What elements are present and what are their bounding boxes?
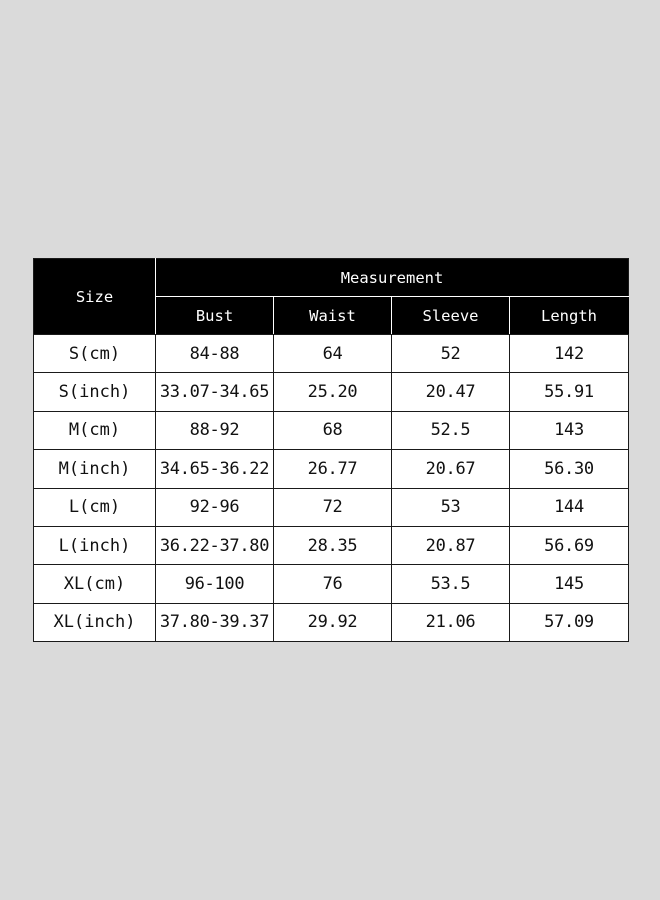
length-value: 56.30 — [510, 450, 629, 488]
table-row — [34, 526, 629, 564]
length-value: 145 — [510, 565, 629, 603]
sleeve-value: 53.5 — [392, 565, 510, 603]
table-row — [34, 450, 629, 488]
bust-value: 84-88 — [156, 335, 274, 373]
size-chart-body — [34, 335, 629, 642]
length-value: 143 — [510, 411, 629, 449]
size-label: XL(inch) — [34, 603, 156, 641]
size-label: M(inch) — [34, 450, 156, 488]
length-value: 55.91 — [510, 373, 629, 411]
size-label: M(cm) — [34, 411, 156, 449]
table-row — [34, 565, 629, 603]
size-label: L(cm) — [34, 488, 156, 526]
length-value: 56.69 — [510, 526, 629, 564]
size-label: XL(cm) — [34, 565, 156, 603]
size-label: S(inch) — [34, 373, 156, 411]
measurement-group-header: Measurement — [156, 259, 629, 297]
length-value: 57.09 — [510, 603, 629, 641]
waist-value: 29.92 — [274, 603, 392, 641]
length-value: 142 — [510, 335, 629, 373]
sleeve-value: 53 — [392, 488, 510, 526]
bust-column-header: Bust — [156, 297, 274, 335]
sleeve-value: 20.87 — [392, 526, 510, 564]
table-row — [34, 603, 629, 641]
bust-value: 34.65-36.22 — [156, 450, 274, 488]
bust-value: 96-100 — [156, 565, 274, 603]
size-chart-sheet — [33, 258, 628, 642]
size-chart-table — [33, 258, 629, 642]
table-row — [34, 488, 629, 526]
waist-value: 28.35 — [274, 526, 392, 564]
size-label: S(cm) — [34, 335, 156, 373]
bust-value: 92-96 — [156, 488, 274, 526]
bust-value: 88-92 — [156, 411, 274, 449]
sleeve-value: 21.06 — [392, 603, 510, 641]
waist-value: 25.20 — [274, 373, 392, 411]
waist-value: 72 — [274, 488, 392, 526]
table-row — [34, 335, 629, 373]
bust-value: 37.80-39.37 — [156, 603, 274, 641]
bust-value: 36.22-37.80 — [156, 526, 274, 564]
table-row — [34, 373, 629, 411]
waist-column-header: Waist — [274, 297, 392, 335]
waist-value: 68 — [274, 411, 392, 449]
size-column-header: Size — [34, 259, 156, 335]
waist-value: 76 — [274, 565, 392, 603]
sleeve-value: 20.67 — [392, 450, 510, 488]
table-row — [34, 411, 629, 449]
sleeve-value: 20.47 — [392, 373, 510, 411]
size-label: L(inch) — [34, 526, 156, 564]
sleeve-value: 52.5 — [392, 411, 510, 449]
header-row-top — [34, 259, 629, 297]
waist-value: 64 — [274, 335, 392, 373]
sleeve-column-header: Sleeve — [392, 297, 510, 335]
length-column-header: Length — [510, 297, 629, 335]
length-value: 144 — [510, 488, 629, 526]
waist-value: 26.77 — [274, 450, 392, 488]
bust-value: 33.07-34.65 — [156, 373, 274, 411]
sleeve-value: 52 — [392, 335, 510, 373]
